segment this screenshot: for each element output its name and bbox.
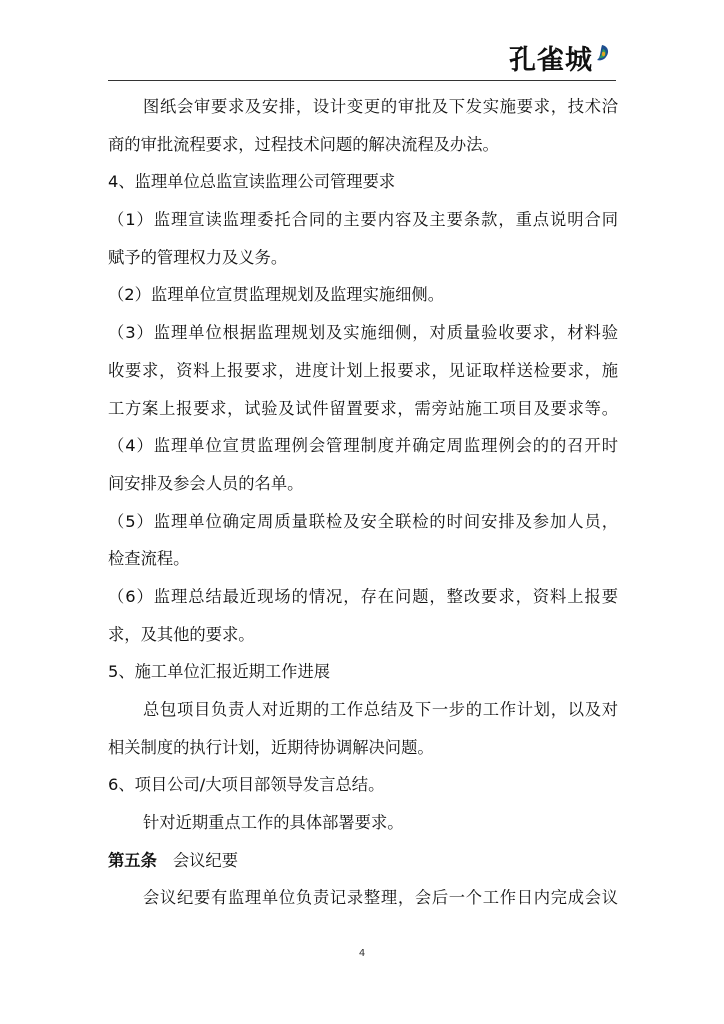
- list-item-2: （2）监理单位宣贯监理规划及监理实施细侧。: [108, 285, 444, 305]
- page-number: 4: [358, 948, 366, 959]
- section-heading-5: 5、施工单位汇报近期工作进展: [108, 662, 331, 682]
- article-heading: [108, 842, 618, 880]
- paragraph-line: 相关制度的执行计划，近期待协调解决问题。: [108, 737, 434, 757]
- list-item-3: （3）监理单位根据监理规划及实施细侧，对质量验收要求，材料验: [108, 323, 618, 343]
- document-body: [108, 88, 618, 917]
- peacock-feather-icon: [594, 44, 610, 62]
- paragraph-line: 会议纪要有监理单位负责记录整理，会后一个工作日内完成会议: [143, 888, 618, 908]
- paragraph-line: 针对近期重点工作的具体部署要求。: [143, 813, 404, 833]
- article-title: 会议纪要: [172, 850, 238, 870]
- logo-text: 孔雀城: [509, 45, 593, 76]
- article-label: 第五条: [108, 850, 157, 870]
- paragraph-line: 收要求，资料上报要求，进度计划上报要求，见证取样送检要求，施: [108, 360, 618, 380]
- paragraph-line: 求，及其他的要求。: [108, 624, 255, 644]
- list-item-4: （4）监理单位宣贯监理例会管理制度并确定周监理例会的的召开时: [108, 436, 618, 456]
- list-item-1: （1）监理宣读监理委托合同的主要内容及主要条款，重点说明合同: [108, 210, 618, 230]
- section-heading-6: 6、项目公司/大项目部领导发言总结。: [108, 775, 385, 795]
- paragraph-line: 赋予的管理权力及义务。: [108, 247, 288, 267]
- paragraph-line: 图纸会审要求及安排，设计变更的审批及下发实施要求，技术洽: [143, 97, 618, 116]
- list-item-5: （5）监理单位确定周质量联检及安全联检的时间安排及参加人员，: [108, 511, 618, 531]
- section-heading-4: 4、监理单位总监宣读监理公司管理要求: [108, 172, 396, 192]
- company-logo: [509, 38, 610, 78]
- paragraph-line: 总包项目负责人对近期的工作总结及下一步的工作计划，以及对: [143, 700, 618, 719]
- paragraph-line: 工方案上报要求，试验及试件留置要求，需旁站施工项目及要求等。: [108, 398, 618, 418]
- paragraph-line: 商的审批流程要求，过程技术问题的解决流程及办法。: [108, 134, 499, 154]
- paragraph-line: 间安排及参会人员的名单。: [108, 473, 304, 493]
- paragraph-line: 检查流程。: [108, 549, 190, 569]
- page-header: [108, 30, 616, 81]
- list-item-6: （6）监理总结最近现场的情况，存在问题，整改要求，资料上报要: [108, 586, 618, 606]
